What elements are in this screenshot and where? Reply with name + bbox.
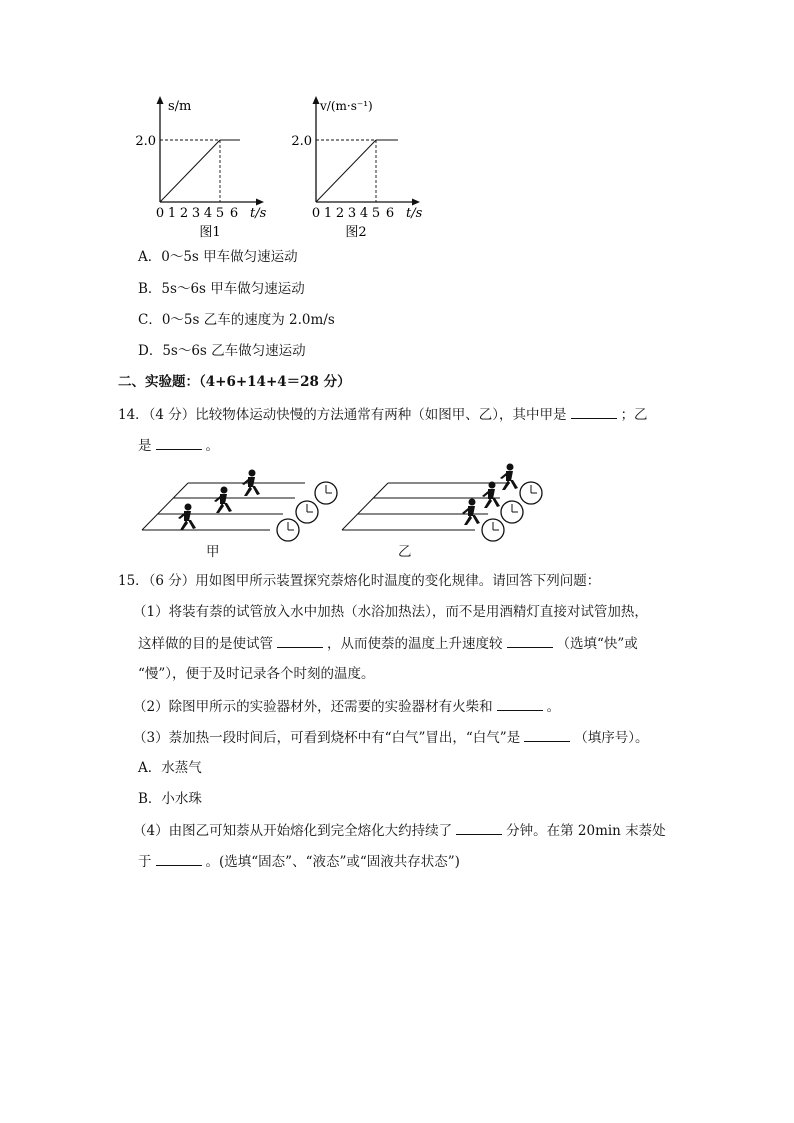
graph-2-line-rise	[316, 140, 376, 202]
clock-icon	[277, 519, 299, 541]
graph-2-caption: 图2	[345, 225, 367, 240]
runner-icon	[500, 464, 518, 491]
graph-1-x-tick-2: 2	[179, 206, 189, 221]
q14-blank-jia[interactable]	[571, 405, 617, 419]
q15-intro: 15．（6 分）用如图甲所示装置探究萘熔化时温度的变化规律。请回答下列问题：	[118, 573, 601, 589]
q15-blank-3[interactable]	[497, 697, 543, 711]
graph-1-caption: 图1	[199, 225, 221, 240]
q13-option-d: D．5s～6s 乙车做匀速运动	[138, 343, 306, 359]
q15-p4-text-a: （4）由图乙可知萘从开始熔化到完全熔化大约持续了	[133, 823, 453, 839]
graph-2-x-label: t/s	[406, 206, 423, 221]
q15-p1-line-1: （1）将装有萘的试管放入水中加热（水浴加热法），而不是用酒精灯直接对试管加热，	[133, 604, 648, 620]
graph-1-x-tick-1: 1	[167, 206, 177, 221]
q15-p3	[133, 728, 648, 747]
graph-1-y-arrow	[157, 96, 164, 104]
q13-option-c: C．0～5s 乙车的速度为 2.0m/s	[138, 312, 335, 328]
graph-1-x-tick-4: 4	[203, 206, 213, 221]
clock-icon	[315, 482, 337, 504]
graph-1-x-tick-6: 6	[229, 206, 239, 221]
graph-2	[286, 90, 436, 240]
figure-yi-label: 乙	[398, 544, 412, 560]
q15-blank-1[interactable]	[277, 634, 323, 648]
q15-p1-text-a: 这样做的目的是使试管	[138, 636, 273, 652]
graph-2-y-tick: 2.0	[291, 134, 312, 149]
q15-p1-text-b: ，从而使萘的温度上升速度较	[327, 636, 503, 652]
q15-p1-line-2	[138, 634, 638, 653]
q15-p4-text-d: 。(选填“固态”、“液态”或“固液共存状态”)	[205, 854, 460, 870]
q14-text-1: 14．（4 分）比较物体运动快慢的方法通常有两种（如图甲、乙），其中甲是	[118, 407, 567, 423]
q15-option-b: B．小水珠	[138, 791, 202, 807]
q15-blank-5[interactable]	[456, 821, 502, 835]
q14-line-1	[118, 405, 648, 424]
graph-1-line-rise	[160, 140, 220, 202]
q15-p4-text-b: 分钟。在第 20min 末萘处	[506, 823, 666, 839]
section-2-heading: 二、实验题：（4+6+14+4＝28 分）	[118, 374, 351, 390]
runner-icon	[178, 504, 196, 531]
graph-2-x-tick-4: 4	[359, 206, 369, 221]
graph-2-x-tick-5: 5	[371, 206, 381, 221]
graph-2-x-tick-2: 2	[335, 206, 345, 221]
graph-1-x-tick-3: 3	[191, 206, 201, 221]
q15-option-a: A．水蒸气	[138, 760, 202, 776]
clock-icon	[296, 501, 318, 523]
q15-p2-text-b: 。	[546, 699, 561, 715]
graph-2-x-tick-0: 0	[311, 206, 321, 221]
q13-option-b: B．5s～6s 甲车做匀速运动	[138, 281, 305, 297]
clock-icon	[501, 501, 523, 523]
graph-2-x-tick-3: 3	[347, 206, 357, 221]
q14-text-4: 。	[205, 438, 219, 454]
q15-p3-text-b: （填序号）。	[574, 730, 649, 746]
q13-option-a: A．0～5s 甲车做匀速运动	[138, 249, 298, 265]
q15-p2-text-a: （2）除图甲所示的实验器材外，还需要的实验器材有火柴和	[133, 699, 493, 715]
q15-p4-line-2	[138, 852, 460, 871]
q15-blank-2[interactable]	[507, 634, 553, 648]
q15-p2	[133, 697, 560, 716]
figure-jia-label: 甲	[206, 544, 220, 560]
q15-blank-6[interactable]	[156, 852, 202, 866]
q15-p1-line-3: “慢”），便于及时记录各个时刻的温度。	[138, 666, 375, 682]
graph-2-x-tick-6: 6	[385, 206, 395, 221]
q15-p4-line-1	[133, 821, 666, 840]
graph-1-x-tick-0: 0	[155, 206, 165, 221]
graph-2-y-arrow	[313, 96, 320, 104]
q14-text-2: ；乙	[620, 407, 648, 423]
graph-2-x-arrow	[412, 199, 420, 206]
q14-text-3: 是	[138, 438, 152, 454]
graph-1	[130, 90, 280, 240]
q15-p3-text-a: （3）萘加热一段时间后，可看到烧杯中有“白气”冒出，“白气”是	[133, 730, 521, 746]
graph-2-y-label: v/(m·s⁻¹)	[320, 99, 373, 113]
clock-icon	[482, 519, 504, 541]
q14-line-2	[138, 436, 219, 455]
graph-1-y-tick: 2.0	[135, 134, 156, 149]
runner-icon	[462, 499, 480, 526]
q15-p1-text-c: （选填“快”或	[556, 636, 638, 652]
q14-blank-yi[interactable]	[156, 436, 202, 450]
graph-1-x-label: t/s	[250, 206, 267, 221]
graph-2-x-tick-1: 1	[323, 206, 333, 221]
graph-1-x-arrow	[256, 199, 264, 206]
q15-blank-4[interactable]	[524, 728, 570, 742]
figure-yi	[340, 460, 550, 560]
clock-icon	[520, 482, 542, 504]
q15-p4-text-c: 于	[138, 854, 152, 870]
runner-icon	[214, 487, 232, 514]
graph-1-y-label: s/m	[168, 99, 192, 114]
runner-icon	[482, 482, 500, 509]
figure-jia	[140, 465, 345, 565]
graph-1-x-tick-5: 5	[215, 206, 225, 221]
